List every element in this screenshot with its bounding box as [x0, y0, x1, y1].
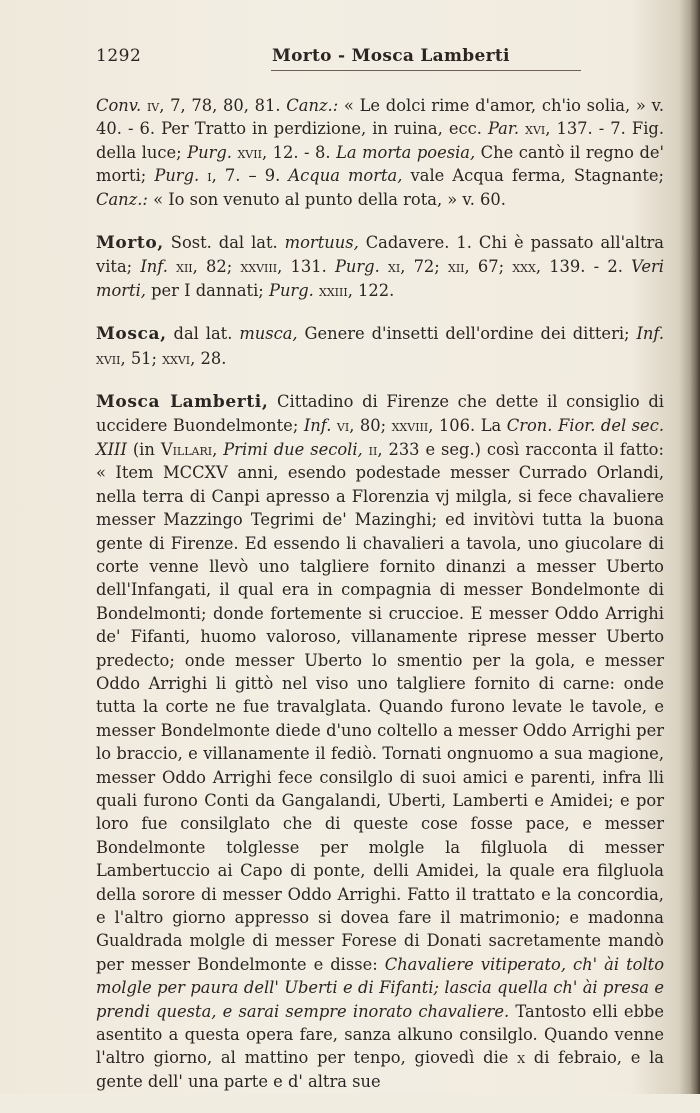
text-run: , 28. [190, 348, 227, 368]
small-caps-run: Villari [160, 439, 213, 459]
italic-run: Cron. Fior. del sec. XIII [96, 416, 664, 459]
text-run: dal lat. [166, 324, 240, 344]
text-run: , 80; [349, 416, 392, 436]
small-caps-run: xvii [237, 142, 262, 162]
italic-run: Purg. [187, 142, 232, 162]
small-caps-run: xii [176, 257, 193, 277]
header-rule [271, 70, 581, 71]
text-run: vale Acqua ferma, Stagnante; [402, 166, 664, 186]
small-caps-run: xxiii [319, 280, 348, 300]
text-run: Cittadino di Firenze che dette il consiglio di uccidere Buondelmonte; [96, 392, 664, 436]
italic-run: Acqua morta, [288, 166, 403, 186]
small-caps-run: x [517, 1048, 526, 1068]
small-caps-run: ii [368, 439, 378, 459]
text-run: , 106. La [428, 416, 507, 436]
italic-run: Primi due secoli, [223, 439, 363, 459]
page-number: 1292 [96, 46, 142, 66]
small-caps-run: xxviii [240, 257, 278, 277]
entry-text [96, 94, 664, 211]
italic-run: Canz.: [96, 189, 148, 209]
entry-mosca-lamberti [96, 390, 664, 1093]
entry-text [96, 390, 664, 1093]
text-run: , 12. - 8. [261, 142, 337, 162]
entry-morto [96, 231, 664, 302]
italic-run: Chavaliere vitiperato, ch' ài tolto molgle per paura dell' Uberti e di Fifanti; lascia quella ch' ài presa e prendi questa, e sarai sempre inorato chavaliere. [96, 954, 665, 1021]
page-header [96, 42, 666, 74]
text-run: Che cantò il regno de' morti; [96, 142, 664, 186]
italic-run: Veri morti, [96, 257, 664, 300]
text-run: Sost. dal lat. [163, 233, 285, 253]
italic-run: Conv. [96, 96, 142, 115]
small-caps-run: xii [447, 257, 465, 277]
text-run [380, 257, 388, 276]
text-run: di febraio, e la gente dell' una parte e d' altra sue [96, 1048, 665, 1091]
text-run: « Io son venuto al punto della rota, » v. 60. [147, 189, 506, 209]
italic-run: musca, [239, 324, 298, 344]
italic-run: Par. [487, 119, 520, 139]
italic-run: Canz.: [286, 96, 339, 115]
text-run: , 7. – 9. [211, 166, 289, 186]
text-run: , 137. - 7. Fig. della luce; [96, 119, 664, 162]
text-run: Genere d'insetti dell'ordine dei ditteri; [297, 324, 637, 344]
text-run: , 72; [400, 257, 448, 277]
small-caps-run: xxx [512, 257, 536, 277]
running-title: Morto - Mosca Lamberti [272, 46, 510, 66]
italic-run: Purg. [334, 257, 380, 277]
text-run: , 233 e seg.) così racconta il fatto: « Item MCCXV anni, esendo podestade messer Currado Orlandi, nella terra di Canpi apresso a Florenzia vj milgla, si fece chavaliere messer Mazzingo Tegrimi de' Mazinghi; ed invitòvi tutta la buona gente di Firenze. Ed essendo li chavalieri a tavola, uno giucolare di corte venne llevò uno talgliere fornito dinanzi a messer Uberto dell'Infangati, il qual era in compagnia di messer Bondelmonte di Bondelmonti; donde fortemente si cruccioe. E messer Oddo Arrighi de' Fifanti, huomo valoroso, villanamente riprese messer Uberto predecto; onde messer Uberto lo smentio per la gola, e messer Oddo Arrighi li gittò nel viso uno talgliere fornito di carne: onde tutta la corte ne fue travalglata. Quando furono levate le tavole, e messer Bondelmonte diede d'uno coltello a messer Oddo Arrighi per lo braccio, e villanamente il fediò. Tornati ongnuomo a sua magione, messer Oddo Arrighi fece consilglo di suoi amici e parenti, infra lli quali furono Conti da Gangalandi, Uberti, Lamberti e Amidei; e por loro fue consilglato che di queste cose fosse pace, e messer Bondelmonte tolglesse per molgle la filgluola di messer Lambertuccio ai Capo di ponte, delli Amidei, la quale era filgluola della sorore di messer Oddo Arrighi. Fatto il trattato e la concordia, e l'altro giorno appresso si dovea fare il matrimonio; e madonna Gualdrada molgle di messer Forese di Donati sacretamente mandò per messer Bondelmonte e disse: [96, 439, 664, 974]
text-run: , 7, 78, 80, 81. [159, 96, 287, 115]
headword: Mosca, [96, 324, 167, 345]
italic-run: Inf. [303, 416, 332, 436]
text-run: , 131. [277, 257, 335, 277]
italic-run: La morta poesia, [336, 142, 476, 162]
text-run: , 139. - 2. [535, 257, 632, 277]
text-run: , [212, 439, 224, 459]
italic-run: Purg. [268, 280, 314, 300]
text-run: , 122. [347, 280, 395, 300]
small-caps-run: xi [388, 257, 401, 277]
text-run: Cadavere. 1. Chi è passato all'altra vita; [96, 233, 664, 277]
small-caps-run: vi [336, 416, 350, 436]
small-caps-run: xxvi [162, 348, 191, 368]
entry-continuation [96, 94, 664, 211]
dictionary-body [96, 94, 664, 1113]
small-caps-run: iv [146, 96, 160, 115]
italic-run: mortuus, [284, 233, 359, 253]
text-run: (in [126, 439, 161, 459]
italic-run: Inf. [140, 257, 168, 277]
headword: Mosca Lamberti, [96, 392, 269, 413]
small-caps-run: xxviii [391, 416, 429, 436]
text-run: , 67; [464, 257, 513, 277]
small-caps-run: xvi [525, 119, 546, 139]
italic-run: Purg. [154, 166, 200, 186]
entry-text [96, 322, 664, 370]
text-run: Tantosto elli ebbe asentito a questa opera fare, sanza alkuno consilglo. Quando venne l'altro giorno, al mattino per tenpo, giovedì die [96, 1001, 664, 1068]
entry-mosca [96, 322, 664, 370]
text-run: « Le dolci rime d'amor, ch'io solia, » [338, 96, 652, 115]
text-run: v. 40. - 6. Per Tratto in perdizione, in ruina, ecc. [96, 96, 665, 139]
headword: Morto, [96, 233, 164, 254]
italic-run: Inf. [636, 324, 664, 344]
small-caps-run: xvii [96, 348, 121, 368]
entry-text [96, 231, 664, 302]
page-edge-shadow [690, 0, 700, 1094]
small-caps-run: i [207, 166, 212, 186]
text-run: , 51; [120, 348, 163, 368]
text-run [168, 257, 176, 276]
text-run: , 82; [192, 257, 241, 277]
text-run: per I dannati; [145, 280, 269, 300]
